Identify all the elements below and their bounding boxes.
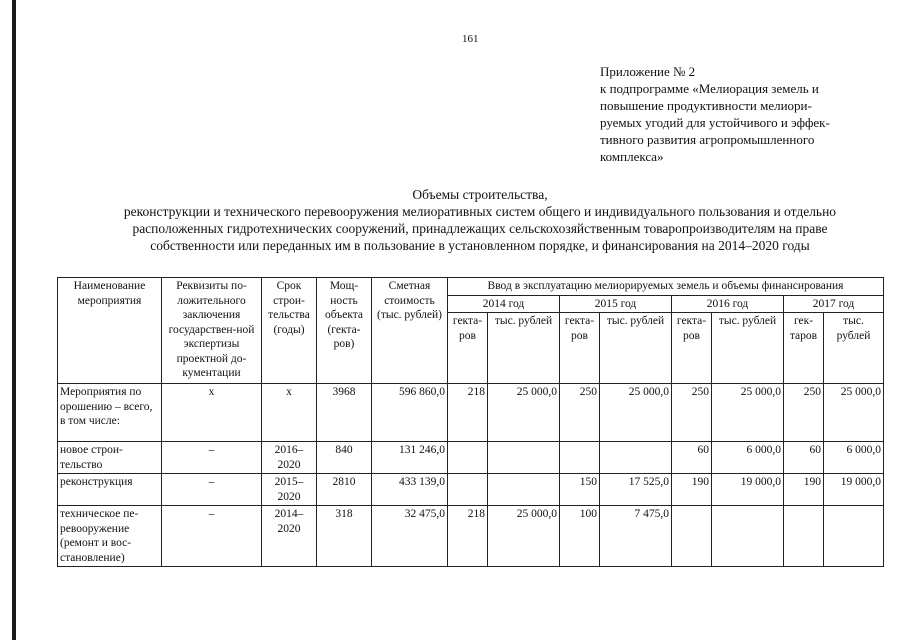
table-row xyxy=(58,506,884,567)
header-sub: тыс. рублей xyxy=(712,313,784,384)
cell-cost: 32 475,0 xyxy=(372,506,448,567)
cell-value: 218 xyxy=(448,506,488,567)
cell-value: 250 xyxy=(560,384,600,442)
cell-value: 150 xyxy=(560,474,600,506)
cell-value xyxy=(600,442,672,474)
cell-requisites: – xyxy=(162,474,262,506)
cell-value: 250 xyxy=(672,384,712,442)
page-edge-bar xyxy=(12,0,16,640)
cell-value xyxy=(712,506,784,567)
cell-value xyxy=(560,442,600,474)
cell-requisites: – xyxy=(162,506,262,567)
header-year: 2015 год xyxy=(560,295,672,313)
title-line: реконструкции и технического перевооружения мелиоративных систем общего и индивидуального пользования и отдельно xyxy=(123,204,837,219)
appendix-line: тивного развития агропромышленного xyxy=(600,132,815,147)
header-year: 2017 год xyxy=(784,295,884,313)
title-line: расположенных гидротехнических сооружений, принадлежащих сельскохозяйственным товаропроизводителям на праве xyxy=(132,221,828,236)
appendix-line: Приложение № 2 xyxy=(600,64,696,79)
cell-value xyxy=(488,442,560,474)
table-row xyxy=(58,384,884,442)
cell-value xyxy=(448,474,488,506)
cell-value xyxy=(672,506,712,567)
cell-value: 60 xyxy=(784,442,824,474)
header-capacity: Мощ-ность объекта (гекта-ров) xyxy=(317,278,372,384)
appendix-line: руемых угодий для устойчивого и эффек- xyxy=(600,115,830,130)
financing-table xyxy=(57,277,884,567)
cell-value: 6 000,0 xyxy=(824,442,884,474)
header-sub: гекта-ров xyxy=(672,313,712,384)
cell-capacity: 2810 xyxy=(317,474,372,506)
header-sub: тыс. рублей xyxy=(600,313,672,384)
header-name: Наименование мероприятия xyxy=(58,278,162,384)
cell-value xyxy=(488,474,560,506)
appendix-line: к подпрограмме «Мелиорация земель и xyxy=(600,81,819,96)
cell-capacity: 3968 xyxy=(317,384,372,442)
header-sub: тыс. рублей xyxy=(488,313,560,384)
cell-name: новое строи-тельство xyxy=(58,442,162,474)
header-sub: гек-таров xyxy=(784,313,824,384)
title-line: собственности или переданных им в пользование в установленном порядке, и финансирования на 2014–2020 годы xyxy=(150,238,810,253)
header-requisites: Реквизиты по-ложительного заключения государствен-ной экспертизы проектной до-кументации xyxy=(162,278,262,384)
cell-value: 6 000,0 xyxy=(712,442,784,474)
cell-name: реконструкция xyxy=(58,474,162,506)
cell-value: 19 000,0 xyxy=(824,474,884,506)
cell-value: 25 000,0 xyxy=(488,506,560,567)
cell-term: 2016–2020 xyxy=(262,442,317,474)
cell-value: 25 000,0 xyxy=(712,384,784,442)
cell-name: техническое пе-ревооружение (ремонт и вос-становление) xyxy=(58,506,162,567)
header-group: Ввод в эксплуатацию мелиорируемых земель и объемы финансирования xyxy=(448,278,884,296)
header-term: Срок строи-тельства (годы) xyxy=(262,278,317,384)
cell-value: 250 xyxy=(784,384,824,442)
document-title xyxy=(60,186,900,254)
table-row xyxy=(58,474,884,506)
cell-value: 190 xyxy=(784,474,824,506)
cell-value: 218 xyxy=(448,384,488,442)
table-row xyxy=(58,442,884,474)
cell-requisites: х xyxy=(162,384,262,442)
cell-capacity: 318 xyxy=(317,506,372,567)
cell-value xyxy=(784,506,824,567)
cell-name: Мероприятия по орошению – всего, в том числе: xyxy=(58,384,162,442)
header-sub: тыс. рублей xyxy=(824,313,884,384)
cell-value: 19 000,0 xyxy=(712,474,784,506)
cell-value: 25 000,0 xyxy=(488,384,560,442)
cell-value: 60 xyxy=(672,442,712,474)
cell-term: 2015–2020 xyxy=(262,474,317,506)
header-year: 2016 год xyxy=(672,295,784,313)
cell-value xyxy=(824,506,884,567)
cell-cost: 131 246,0 xyxy=(372,442,448,474)
appendix-line: повышение продуктивности мелиори- xyxy=(600,98,812,113)
cell-term: 2014–2020 xyxy=(262,506,317,567)
title-line: Объемы строительства, xyxy=(412,187,548,202)
cell-cost: 596 860,0 xyxy=(372,384,448,442)
appendix-line: комплекса» xyxy=(600,149,664,164)
cell-requisites: – xyxy=(162,442,262,474)
header-year: 2014 год xyxy=(448,295,560,313)
header-sub: гекта-ров xyxy=(560,313,600,384)
header-sub: гекта-ров xyxy=(448,313,488,384)
appendix-block xyxy=(600,63,890,165)
cell-value: 190 xyxy=(672,474,712,506)
cell-value: 17 525,0 xyxy=(600,474,672,506)
cell-cost: 433 139,0 xyxy=(372,474,448,506)
cell-value: 25 000,0 xyxy=(600,384,672,442)
cell-value: 25 000,0 xyxy=(824,384,884,442)
cell-capacity: 840 xyxy=(317,442,372,474)
cell-term: х xyxy=(262,384,317,442)
page-number: 161 xyxy=(462,33,479,45)
cell-value: 7 475,0 xyxy=(600,506,672,567)
cell-value xyxy=(448,442,488,474)
cell-value: 100 xyxy=(560,506,600,567)
header-cost: Сметная стоимость (тыс. рублей) xyxy=(372,278,448,384)
